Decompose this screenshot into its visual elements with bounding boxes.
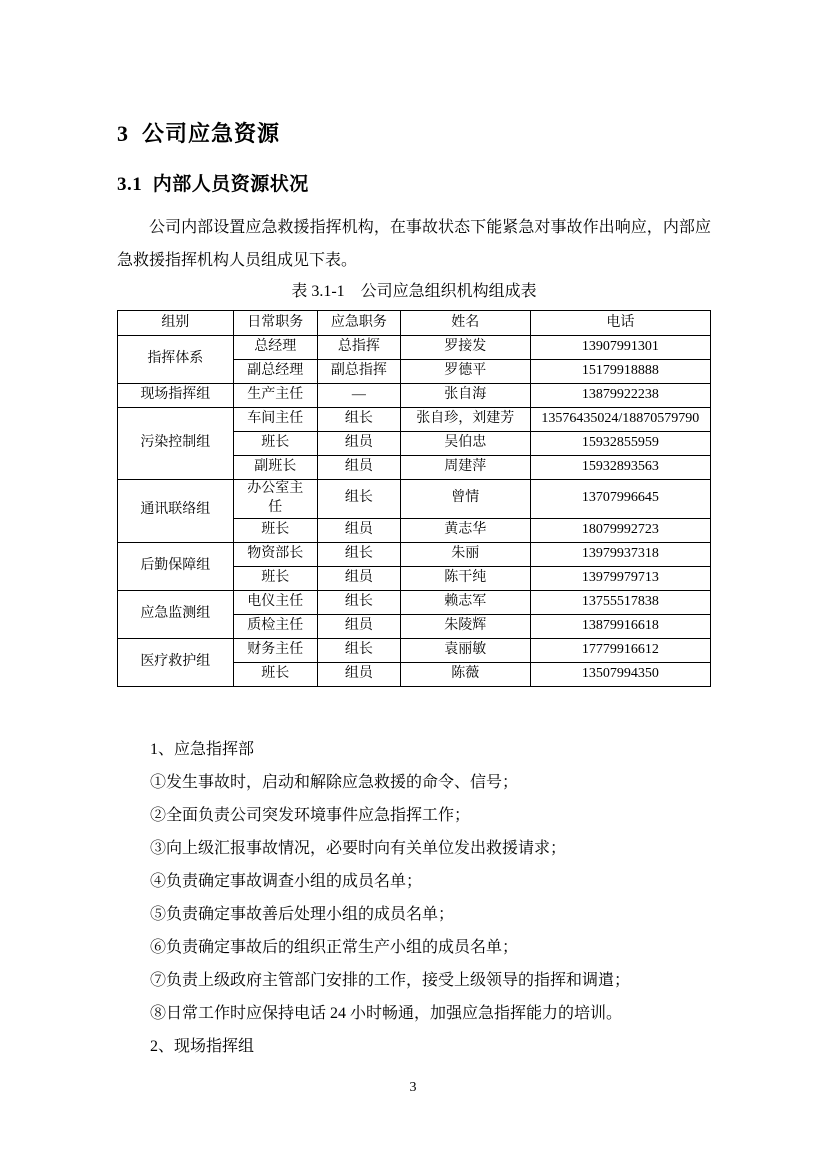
list-item: 1、应急指挥部 [150, 741, 255, 758]
table-row [118, 408, 711, 432]
group-name-cell: 医疗救护组 [118, 638, 234, 686]
group-name-cell: 指挥体系 [118, 336, 234, 384]
phone-cell: 15932855959 [530, 432, 710, 456]
daily-duty-cell: 副总经理 [233, 360, 317, 384]
daily-duty-cell: 班长 [233, 432, 317, 456]
phone-cell: 13979937318 [530, 542, 710, 566]
phone-cell: 17779916612 [530, 638, 710, 662]
daily-duty-cell: 班长 [233, 566, 317, 590]
daily-duty-cell: 班长 [233, 662, 317, 686]
phone-cell: 13707996645 [530, 480, 710, 519]
emergency-duty-cell: 组长 [317, 590, 400, 614]
list-item: ⑤负责确定事故善后处理小组的成员名单； [150, 906, 455, 923]
name-cell: 曾情 [400, 480, 530, 519]
list-item: ②全面负责公司突发环境事件应急指挥工作； [150, 807, 471, 824]
name-cell: 陈薇 [400, 662, 530, 686]
emergency-duty-cell: 组员 [317, 566, 400, 590]
name-cell: 周建萍 [400, 456, 530, 480]
daily-duty-cell: 生产主任 [233, 384, 317, 408]
col-header-name: 姓名 [400, 311, 530, 336]
emergency-duty-cell: 副总指挥 [317, 360, 400, 384]
page-number: 3 [409, 1080, 417, 1095]
phone-cell: 18079992723 [530, 518, 710, 542]
name-cell: 袁丽敏 [400, 638, 530, 662]
table-row [118, 542, 711, 566]
name-cell: 罗德平 [400, 360, 530, 384]
table-header-row [118, 311, 711, 336]
daily-duty-cell: 财务主任 [233, 638, 317, 662]
table-row [118, 336, 711, 360]
emergency-duty-cell: 组长 [317, 542, 400, 566]
emergency-duty-cell: 组长 [317, 638, 400, 662]
daily-duty-cell: 副班长 [233, 456, 317, 480]
phone-cell: 13907991301 [530, 336, 710, 360]
group-name-cell: 应急监测组 [118, 590, 234, 638]
daily-duty-cell: 物资部长 [233, 542, 317, 566]
name-cell: 黄志华 [400, 518, 530, 542]
table-row [118, 384, 711, 408]
name-cell: 陈干纯 [400, 566, 530, 590]
name-cell: 张自海 [400, 384, 530, 408]
table-row [118, 480, 711, 519]
daily-duty-cell: 质检主任 [233, 614, 317, 638]
daily-duty-cell: 电仪主任 [233, 590, 317, 614]
col-header-phone: 电话 [530, 311, 710, 336]
name-cell: 张自珍，刘建芳 [400, 408, 530, 432]
phone-cell: 13879922238 [530, 384, 710, 408]
group-name-cell: 污染控制组 [118, 408, 234, 480]
list-item: ⑧日常工作时应保持电话 24 小时畅通，加强应急指挥能力的培训。 [150, 1005, 623, 1022]
phone-cell: 15179918888 [530, 360, 710, 384]
subsection-heading: 3.1 内部人员资源状况 [117, 174, 309, 195]
daily-duty-cell: 办公室主任 [233, 480, 317, 519]
group-name-cell: 现场指挥组 [118, 384, 234, 408]
org-table [117, 310, 711, 687]
list-item: ①发生事故时，启动和解除应急救援的命令、信号； [150, 774, 519, 791]
emergency-duty-cell: 组长 [317, 408, 400, 432]
duty-list [150, 733, 711, 1063]
name-cell: 罗接发 [400, 336, 530, 360]
group-name-cell: 后勤保障组 [118, 542, 234, 590]
list-item: ⑥负责确定事故后的组织正常生产小组的成员名单； [150, 939, 519, 956]
list-item: ④负责确定事故调查小组的成员名单； [150, 873, 423, 890]
emergency-duty-cell: 组员 [317, 614, 400, 638]
col-header-emergency-duty: 应急职务 [317, 311, 400, 336]
table-caption: 表 3.1-1 公司应急组织机构组成表 [291, 283, 537, 300]
section-heading: 3 公司应急资源 [117, 121, 281, 146]
org-table-body [118, 336, 711, 687]
emergency-duty-cell: 总指挥 [317, 336, 400, 360]
phone-cell: 13755517838 [530, 590, 710, 614]
name-cell: 吴伯忠 [400, 432, 530, 456]
emergency-duty-cell: 组员 [317, 456, 400, 480]
col-header-group: 组别 [118, 311, 234, 336]
phone-cell: 13507994350 [530, 662, 710, 686]
name-cell: 赖志军 [400, 590, 530, 614]
group-name-cell: 通讯联络组 [118, 480, 234, 543]
emergency-duty-cell: 组员 [317, 432, 400, 456]
col-header-daily-duty: 日常职务 [233, 311, 317, 336]
emergency-duty-cell: 组员 [317, 662, 400, 686]
phone-cell: 15932893563 [530, 456, 710, 480]
daily-duty-cell: 班长 [233, 518, 317, 542]
daily-duty-cell: 总经理 [233, 336, 317, 360]
table-row [118, 638, 711, 662]
intro-paragraph: 公司内部设置应急救援指挥机构，在事故状态下能紧急对事故作出响应，内部应急救援指挥机构人员组成见下表。 [117, 219, 711, 269]
table-row [118, 590, 711, 614]
phone-cell: 13576435024/18870579790 [530, 408, 710, 432]
emergency-duty-cell: 组长 [317, 480, 400, 519]
phone-cell: 13979979713 [530, 566, 710, 590]
phone-cell: 13879916618 [530, 614, 710, 638]
emergency-duty-cell: — [317, 384, 400, 408]
page-content [117, 0, 711, 1169]
name-cell: 朱丽 [400, 542, 530, 566]
list-item: ③向上级汇报事故情况，必要时向有关单位发出救援请求； [150, 840, 567, 857]
daily-duty-cell: 车间主任 [233, 408, 317, 432]
list-item: 2、现场指挥组 [150, 1038, 255, 1055]
name-cell: 朱陵辉 [400, 614, 530, 638]
emergency-duty-cell: 组员 [317, 518, 400, 542]
list-item: ⑦负责上级政府主管部门安排的工作，接受上级领导的指挥和调遣； [150, 972, 631, 989]
